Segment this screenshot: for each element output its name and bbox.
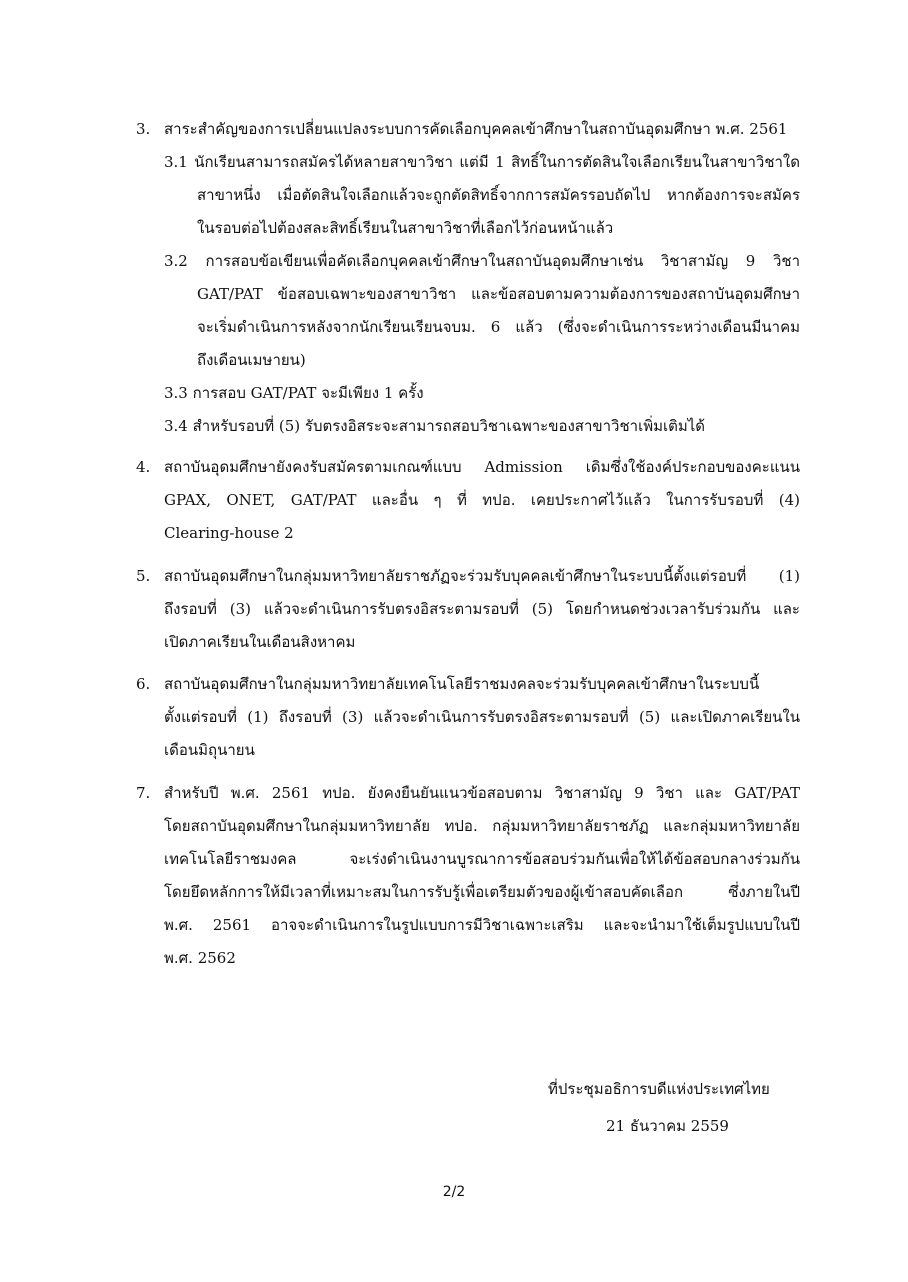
section-6 — [136, 668, 800, 767]
section-4 — [136, 451, 800, 550]
subitem-3-1 — [136, 146, 800, 245]
section-3 — [136, 113, 800, 443]
subitem-line: 3.4 สำหรับรอบที่ (5) รับตรงอิสระจะสามารถสอบวิชาเฉพาะของสาขาวิชาเพิ่มเติมได้ — [164, 417, 706, 435]
signature-place: ที่ประชุมอธิการบดีแห่งประเทศไทย — [548, 1080, 770, 1098]
item-line: สำหรับปี พ.ศ. 2561 ทปอ. ยังคงยืนยันแนวข้อสอบตาม วิชาสามัญ 9 วิชา และ GAT/PAT — [164, 784, 800, 802]
item-line: สถาบันอุดมศึกษาในกลุ่มมหาวิทยาลัยราชภัฏจะร่วมรับบุคคลเข้าศึกษาในระบบนี้ตั้งแต่รอบที่ (1) — [164, 567, 800, 585]
item-number: 4. — [136, 458, 151, 476]
item-number: 3. — [136, 120, 151, 138]
subitem-line: GAT/PAT ข้อสอบเฉพาะของสาขาวิชา และข้อสอบตามความต้องการของสถาบันอุดมศึกษา — [197, 285, 800, 303]
item-line: โดยสถาบันอุดมศึกษาในกลุ่มมหาวิทยาลัย ทปอ. กลุ่มมหาวิทยาลัยราชภัฏ และกลุ่มมหาวิทยาลัย — [164, 817, 800, 835]
item-line: เปิดภาคเรียนในเดือนสิงหาคม — [164, 633, 356, 651]
section-5 — [136, 560, 800, 659]
item-line: เดือนมิถุนายน — [164, 741, 255, 759]
item-number: 5. — [136, 567, 151, 585]
item-line: ตั้งแต่รอบที่ (1) ถึงรอบที่ (3) แล้วจะดำเนินการรับตรงอิสระตามรอบที่ (5) และเปิดภาคเรียนใน — [164, 708, 800, 726]
signature-date: 21 ธันวาคม 2559 — [606, 1117, 729, 1135]
item-line: สถาบันอุดมศึกษายังคงรับสมัครตามเกณฑ์แบบ Admission เดิมซึ่งใช้องค์ประกอบของคะแนน — [164, 458, 800, 476]
subitem-line: ในรอบต่อไปต้องสละสิทธิ์เรียนในสาขาวิชาที่เลือกไว้ก่อนหน้าแล้ว — [197, 219, 614, 237]
item-line: GPAX, ONET, GAT/PAT และอื่น ๆ ที่ ทปอ. เคยประกาศไว้แล้ว ในการรับรอบที่ (4) — [164, 491, 800, 509]
section-7 — [136, 777, 800, 975]
item-line: สาระสำคัญของการเปลี่ยนแปลงระบบการคัดเลือกบุคคลเข้าศึกษาในสถาบันอุดมศึกษา พ.ศ. 2561 — [164, 120, 788, 138]
item-line: พ.ศ. 2561 อาจจะดำเนินการในรูปแบบการมีวิชาเฉพาะเสริม และจะนำมาใช้เต็มรูปแบบในปี — [164, 916, 800, 934]
subitem-3-3 — [136, 377, 800, 410]
item-line: พ.ศ. 2562 — [164, 949, 236, 967]
item-line: สถาบันอุดมศึกษาในกลุ่มมหาวิทยาลัยเทคโนโลยีราชมงคลจะร่วมรับบุคคลเข้าศึกษาในระบบนี้ — [164, 675, 760, 693]
item-line: ถึงรอบที่ (3) แล้วจะดำเนินการรับตรงอิสระตามรอบที่ (5) โดยกำหนดช่วงเวลารับร่วมกัน และ — [164, 600, 800, 618]
item-line: เทคโนโลยีราชมงคล จะเร่งดำเนินงานบูรณาการข้อสอบร่วมกันเพื่อให้ได้ข้อสอบกลางร่วมกัน — [164, 850, 800, 868]
item-line: Clearing-house 2 — [164, 524, 294, 542]
subitem-line: จะเริ่มดำเนินการหลังจากนักเรียนเรียนจบม. 6 แล้ว (ซึ่งจะดำเนินการระหว่างเดือนมีนาคม — [197, 318, 800, 336]
subitem-3-2 — [136, 245, 800, 377]
item-line: โดยยึดหลักการให้มีเวลาที่เหมาะสมในการรับรู้เพื่อเตรียมตัวของผู้เข้าสอบคัดเลือก ซึ่งภายในปี — [164, 883, 800, 901]
subitem-line: สาขาหนึ่ง เมื่อตัดสินใจเลือกแล้วจะถูกตัดสิทธิ์จากการสมัครรอบถัดไป หากต้องการจะสมัคร — [197, 186, 800, 204]
page-number: 2/2 — [442, 1184, 466, 1200]
subitem-line: ถึงเดือนเมษายน) — [197, 351, 306, 369]
subitem-line: 3.3 การสอบ GAT/PAT จะมีเพียง 1 ครั้ง — [164, 384, 424, 402]
subitem-line: 3.2 การสอบข้อเขียนเพื่อคัดเลือกบุคคลเข้าศึกษาในสถาบันอุดมศึกษาเช่น วิชาสามัญ 9 วิชา — [164, 252, 800, 270]
item-number: 6. — [136, 675, 151, 693]
subitem-line: 3.1 นักเรียนสามารถสมัครได้หลายสาขาวิชา แต่มี 1 สิทธิ์ในการตัดสินใจเลือกเรียนในสาขาวิชาใด — [164, 153, 800, 171]
item-number: 7. — [136, 784, 151, 802]
subitem-3-4 — [136, 410, 800, 443]
